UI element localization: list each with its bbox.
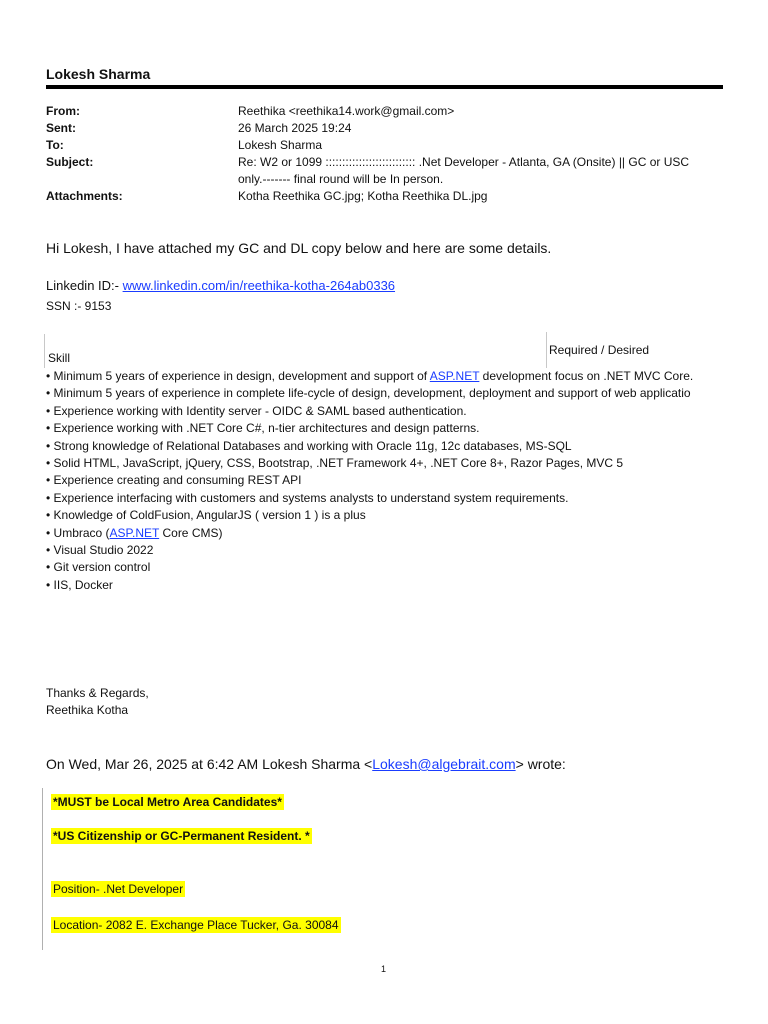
skill-bullet-text: • Visual Studio 2022 bbox=[46, 543, 154, 558]
sent-value: 26 March 2025 19:24 bbox=[238, 121, 352, 135]
quote-intro-post: > wrote: bbox=[515, 756, 566, 772]
skill-bullet-text: • Experience working with Identity server - OIDC & SAML based authentication. bbox=[46, 403, 467, 418]
required-desired-header: Required / Desired bbox=[549, 343, 650, 357]
sent-label: Sent: bbox=[46, 121, 76, 135]
skill-bullet bbox=[46, 577, 693, 594]
local-candidates-note: *MUST be Local Metro Area Candidates* bbox=[53, 795, 282, 809]
skill-bullet bbox=[46, 438, 693, 455]
subject-value-cont: only.------- final round will be In person. bbox=[238, 172, 444, 186]
linkedin-link[interactable]: www.linkedin.com/in/reethika-kotha-264ab0336 bbox=[122, 278, 396, 293]
skill-bullet bbox=[46, 507, 693, 524]
signature-block bbox=[46, 685, 149, 719]
attachments-label: Attachments: bbox=[46, 189, 123, 203]
ssn-text: SSN :- 9153 bbox=[46, 299, 112, 313]
aspnet-link[interactable]: ASP.NET bbox=[429, 369, 480, 383]
position-line: Position- .Net Developer bbox=[53, 882, 184, 896]
table-divider-right bbox=[546, 332, 547, 368]
skill-bullet bbox=[46, 385, 693, 402]
to-label: To: bbox=[46, 138, 64, 152]
skill-bullet bbox=[46, 368, 693, 385]
quote-email-link[interactable]: Lokesh@algebrait.com bbox=[372, 756, 516, 772]
skill-bullet-text: • Experience working with .NET Core C#, n-tier architectures and design patterns. bbox=[46, 421, 480, 436]
quote-bar bbox=[42, 788, 43, 950]
sender-name-heading: Lokesh Sharma bbox=[46, 66, 151, 82]
skill-bullet-text: • Solid HTML, JavaScript, jQuery, CSS, Bootstrap, .NET Framework 4+, .NET Core 8+, Razor Pages, MVC 5 bbox=[46, 456, 624, 471]
skill-bullet-text: • Knowledge of ColdFusion, AngularJS ( version 1 ) is a plus bbox=[46, 508, 366, 523]
skill-bullet-text: • Minimum 5 years of experience in complete life-cycle of design, development, deployment and support of web applicatio bbox=[46, 386, 691, 401]
skill-bullet bbox=[46, 542, 693, 559]
page-number: 1 bbox=[381, 964, 387, 974]
skill-bullet-text: • Umbraco ( bbox=[46, 525, 110, 540]
header-divider bbox=[46, 85, 723, 89]
skill-bullet-text: • Minimum 5 years of experience in design, development and support of bbox=[46, 369, 430, 383]
skill-bullet bbox=[46, 420, 693, 437]
signature-name: Reethika Kotha bbox=[46, 703, 129, 717]
attachments-value[interactable]: Kotha Reethika GC.jpg; Kotha Reethika DL.jpg bbox=[238, 189, 488, 203]
from-label: From: bbox=[46, 104, 80, 118]
skill-bullet bbox=[46, 490, 693, 507]
linkedin-line bbox=[46, 278, 395, 293]
skill-bullet-text: • Experience creating and consuming REST API bbox=[46, 473, 302, 488]
skill-bullet-text: • Experience interfacing with customers and systems analysts to understand system requirements. bbox=[46, 490, 569, 505]
aspnet-link[interactable]: ASP.NET bbox=[109, 525, 160, 540]
skill-bullet-text: • IIS, Docker bbox=[46, 577, 113, 592]
linkedin-label: Linkedin ID:- bbox=[46, 278, 123, 293]
skill-bullet bbox=[46, 472, 693, 489]
skill-bullet bbox=[46, 403, 693, 420]
greeting-text: Hi Lokesh, I have attached my GC and DL copy below and here are some details. bbox=[46, 240, 552, 256]
quote-intro bbox=[46, 756, 566, 772]
skill-bullet bbox=[46, 559, 693, 576]
citizenship-note: *US Citizenship or GC-Permanent Resident. * bbox=[53, 829, 310, 843]
to-value: Lokesh Sharma bbox=[238, 138, 323, 152]
quote-intro-pre: On Wed, Mar 26, 2025 at 6:42 AM Lokesh Sharma < bbox=[46, 756, 373, 772]
skill-bullet-text: • Git version control bbox=[46, 560, 151, 575]
skills-list bbox=[46, 368, 693, 594]
subject-label: Subject: bbox=[46, 155, 94, 169]
skill-bullet bbox=[46, 455, 693, 472]
skill-header: Skill bbox=[48, 351, 71, 365]
location-line: Location- 2082 E. Exchange Place Tucker, Ga. 30084 bbox=[53, 918, 339, 932]
skill-bullet-text-end: development focus on .NET MVC Core. bbox=[479, 369, 694, 383]
skill-bullet-text: • Strong knowledge of Relational Databases and working with Oracle 11g, 12c databases, MS-SQL bbox=[46, 438, 572, 453]
from-value: Reethika <reethika14.work@gmail.com> bbox=[238, 104, 455, 118]
table-divider-left bbox=[44, 334, 45, 368]
regards-text: Thanks & Regards, bbox=[46, 686, 149, 700]
subject-value: Re: W2 or 1099 ::::::::::::::::::::::::::: .Net Developer - Atlanta, GA (Onsite) || GC or USC bbox=[238, 155, 690, 169]
skill-bullet-text-end: Core CMS) bbox=[159, 525, 223, 540]
skill-bullet bbox=[46, 525, 693, 542]
